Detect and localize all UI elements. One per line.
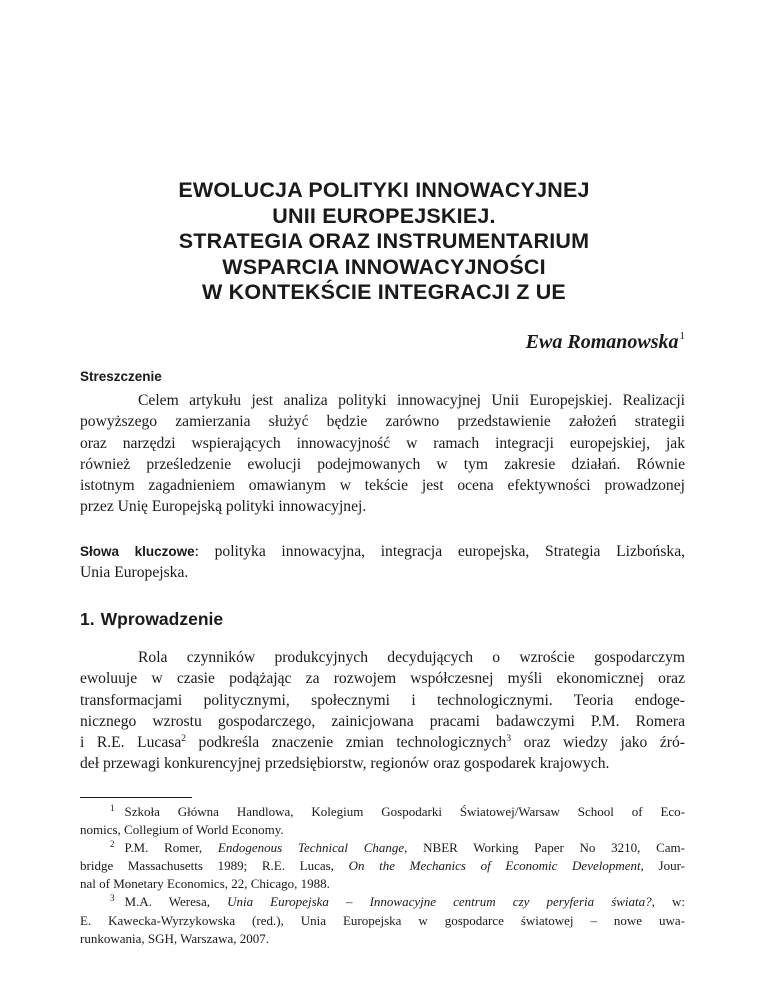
abstract-line: Celem artykułu jest analiza polityki innowacyjnej Unii Europejskiej. Realizacji bbox=[138, 392, 685, 409]
body-text-span: podkreśla znaczenie zmian technologicznych bbox=[186, 734, 507, 752]
body-line bbox=[80, 732, 685, 753]
author-name: Ewa Romanowska bbox=[525, 331, 679, 353]
footnote-ref: 2 bbox=[181, 734, 187, 745]
footnote-line bbox=[80, 857, 685, 875]
section-title: Wprowadzenie bbox=[100, 609, 224, 629]
footnote-2 bbox=[80, 839, 685, 857]
abstract-line: również prześledzenie ewolucji podejmowanych w tym zakresie działań. Równie bbox=[80, 455, 685, 473]
footnote-line: nomics, Collegium of World Economy. bbox=[80, 822, 284, 838]
footnote-text: Szkoła Główna Handlowa, Kolegium Gospodarki Światowej/Warsaw School of Eco- bbox=[124, 804, 685, 819]
footnote-text: M.A. Weresa, bbox=[124, 894, 228, 910]
footnote-text: , Jour- bbox=[640, 858, 685, 874]
article-title bbox=[80, 178, 688, 306]
body-text-span: i R.E. Lucasa bbox=[80, 734, 182, 752]
body-line: ewoluuje w czasie podążając za rozwojem współczesnej myśli ekonomicznej oraz bbox=[80, 670, 685, 688]
footnote-text: , w: bbox=[651, 894, 685, 910]
title-line: EWOLUCJA POLITYKI INNOWACYJNEJ bbox=[178, 178, 590, 202]
author-footnote-ref: 1 bbox=[679, 330, 685, 342]
footnote-number: 3 bbox=[110, 893, 115, 904]
keywords-line bbox=[80, 541, 685, 562]
footnote-line: runkowania, SGH, Warszawa, 2007. bbox=[80, 930, 269, 946]
body-paragraph bbox=[80, 647, 685, 775]
body-line: Rola czynników produkcyjnych decydujących o wzroście gospodarczym bbox=[138, 649, 685, 666]
keywords-list: : polityka innowacyjna, integracja europejska, Strategia Lizbońska, bbox=[194, 543, 686, 560]
footnote-divider bbox=[80, 797, 192, 798]
section-number: 1. bbox=[80, 609, 95, 629]
abstract-line: przez Unię Europejską polityki innowacyjnej. bbox=[80, 498, 367, 516]
abstract-line: istotnym zagadnieniem omawianym w tekście jest ocena efektywności prowadzonej bbox=[80, 477, 685, 495]
title-line: W KONTEKŚCIE INTEGRACJI Z UE bbox=[202, 280, 566, 304]
footnote-text: P.M. Romer, bbox=[124, 840, 218, 856]
keywords bbox=[80, 541, 685, 584]
footnote-1 bbox=[80, 803, 685, 821]
footnote-number: 2 bbox=[110, 839, 115, 850]
keywords-label: Słowa kluczowe bbox=[80, 544, 195, 559]
section-heading bbox=[80, 609, 223, 630]
footnote-text: bridge Massachusetts 1989; R.E. Lucas, bbox=[80, 858, 349, 874]
abstract-text bbox=[80, 390, 685, 518]
body-line: transformacjami politycznymi, społecznymi i technologicznymi. Teoria endoge- bbox=[80, 691, 685, 709]
title-line: STRATEGIA ORAZ INSTRUMENTARIUM bbox=[178, 229, 590, 253]
footnote-title: On the Mechanics of Economic Development bbox=[348, 858, 641, 874]
footnote-text: , NBER Working Paper No 3210, Cam- bbox=[404, 840, 685, 856]
footnote-line: nal of Monetary Economics, 22, Chicago, 1988. bbox=[80, 876, 330, 892]
body-line: nicznego wzrostu gospodarczego, zainicjowana pracami badawczymi P.M. Romera bbox=[80, 712, 685, 730]
abstract-heading: Streszczenie bbox=[80, 369, 162, 384]
footnote-3 bbox=[80, 893, 685, 911]
title-line: UNII EUROPEJSKIEJ. bbox=[272, 203, 496, 228]
keywords-line: Unia Europejska. bbox=[80, 564, 189, 582]
footnote-line: E. Kawecka-Wyrzykowska (red.), Unia Europejska w gospodarce światowej – nowe uwa- bbox=[80, 912, 685, 928]
footnotes bbox=[80, 803, 685, 948]
abstract-line: powyższego zamierzania służyć będzie zarówno przedstawienie założeń strategii bbox=[80, 413, 685, 431]
body-line: deł przewagi konkurencyjnej przedsiębiorstw, regionów oraz gospodarek krajowych. bbox=[80, 755, 610, 773]
footnote-ref: 3 bbox=[506, 734, 512, 745]
title-line: WSPARCIA INNOWACYJNOŚCI bbox=[222, 254, 546, 279]
footnote-title: Endogenous Technical Change bbox=[217, 840, 405, 856]
footnote-title: Unia Europejska – Innowacyjne centrum czy peryferia świata? bbox=[227, 894, 652, 910]
abstract-line: oraz narzędzi wspierających innowacyjność w ramach integracji europejskiej, jak bbox=[80, 434, 685, 452]
body-text-span: oraz wiedzy jako źró- bbox=[511, 734, 685, 752]
footnote-number: 1 bbox=[110, 803, 115, 813]
author bbox=[526, 330, 685, 354]
